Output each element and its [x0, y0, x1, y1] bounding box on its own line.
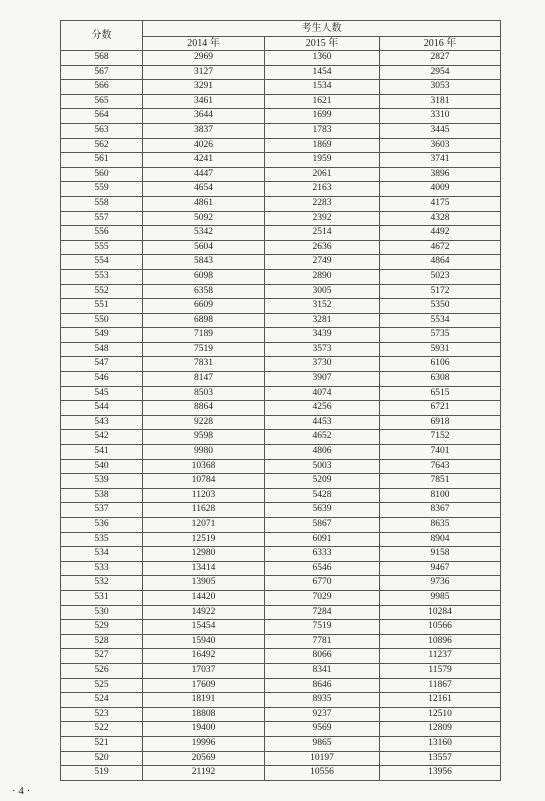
count-2016-cell: 9736 [380, 576, 501, 591]
count-2016-cell: 4864 [380, 255, 501, 270]
table-row [61, 167, 501, 182]
count-2016-cell: 8100 [380, 488, 501, 503]
score-cell: 548 [61, 342, 143, 357]
count-2015-cell: 2636 [265, 240, 380, 255]
count-2016-cell: 3181 [380, 94, 501, 109]
score-cell: 567 [61, 65, 143, 80]
score-cell: 536 [61, 518, 143, 533]
table-row [61, 459, 501, 474]
table-row [61, 532, 501, 547]
score-cell: 552 [61, 284, 143, 299]
table-row [61, 328, 501, 343]
count-2014-cell: 8503 [143, 386, 265, 401]
score-cell: 526 [61, 663, 143, 678]
count-2016-cell: 8635 [380, 518, 501, 533]
count-2016-cell: 11867 [380, 678, 501, 693]
table-row [61, 226, 501, 241]
count-2016-cell: 3741 [380, 153, 501, 168]
score-cell: 523 [61, 707, 143, 722]
count-2016-cell: 7401 [380, 445, 501, 460]
count-2016-cell: 9985 [380, 590, 501, 605]
score-cell: 521 [61, 736, 143, 751]
count-2014-cell: 19400 [143, 722, 265, 737]
table-row [61, 299, 501, 314]
table-row [61, 663, 501, 678]
score-cell: 529 [61, 620, 143, 635]
count-2014-cell: 9980 [143, 445, 265, 460]
count-2015-cell: 8066 [265, 649, 380, 664]
count-2016-cell: 11237 [380, 649, 501, 664]
table-row [61, 284, 501, 299]
count-2016-cell: 6106 [380, 357, 501, 372]
count-2016-cell: 12809 [380, 722, 501, 737]
table-row [61, 123, 501, 138]
table-row [61, 153, 501, 168]
count-2015-cell: 2061 [265, 167, 380, 182]
count-2015-cell: 5428 [265, 488, 380, 503]
score-cell: 546 [61, 372, 143, 387]
count-2015-cell: 4453 [265, 415, 380, 430]
table-row [61, 547, 501, 562]
header-year-2014: 2014 年 [143, 37, 265, 51]
table-row [61, 751, 501, 766]
table-row [61, 474, 501, 489]
table-row [61, 313, 501, 328]
table-row [61, 240, 501, 255]
table-row [61, 401, 501, 416]
count-2015-cell: 6333 [265, 547, 380, 562]
score-cell: 524 [61, 693, 143, 708]
count-2016-cell: 5350 [380, 299, 501, 314]
count-2014-cell: 6358 [143, 284, 265, 299]
score-cell: 566 [61, 80, 143, 95]
table-row [61, 722, 501, 737]
count-2014-cell: 19996 [143, 736, 265, 751]
count-2016-cell: 3896 [380, 167, 501, 182]
count-2014-cell: 12980 [143, 547, 265, 562]
count-2015-cell: 3573 [265, 342, 380, 357]
count-2016-cell: 13956 [380, 766, 501, 781]
count-2015-cell: 5867 [265, 518, 380, 533]
score-cell: 519 [61, 766, 143, 781]
count-2014-cell: 6609 [143, 299, 265, 314]
count-2014-cell: 14420 [143, 590, 265, 605]
score-cell: 563 [61, 123, 143, 138]
score-cell: 549 [61, 328, 143, 343]
count-2015-cell: 5639 [265, 503, 380, 518]
score-cell: 561 [61, 153, 143, 168]
count-2015-cell: 4256 [265, 401, 380, 416]
count-2014-cell: 9598 [143, 430, 265, 445]
table-row [61, 357, 501, 372]
count-2014-cell: 15940 [143, 634, 265, 649]
count-2016-cell: 6918 [380, 415, 501, 430]
table-row [61, 109, 501, 124]
count-2016-cell: 5172 [380, 284, 501, 299]
count-2016-cell: 3053 [380, 80, 501, 95]
count-2016-cell: 9158 [380, 547, 501, 562]
count-2016-cell: 4492 [380, 226, 501, 241]
count-2016-cell: 13557 [380, 751, 501, 766]
count-2014-cell: 10368 [143, 459, 265, 474]
count-2016-cell: 13160 [380, 736, 501, 751]
score-cell: 522 [61, 722, 143, 737]
count-2015-cell: 1534 [265, 80, 380, 95]
count-2014-cell: 18191 [143, 693, 265, 708]
count-2015-cell: 1454 [265, 65, 380, 80]
count-2015-cell: 8935 [265, 693, 380, 708]
table-row [61, 561, 501, 576]
score-cell: 564 [61, 109, 143, 124]
table-row [61, 488, 501, 503]
count-2016-cell: 7643 [380, 459, 501, 474]
count-2015-cell: 2749 [265, 255, 380, 270]
table-row [61, 678, 501, 693]
count-2014-cell: 12519 [143, 532, 265, 547]
count-2015-cell: 6091 [265, 532, 380, 547]
score-cell: 538 [61, 488, 143, 503]
table-row [61, 269, 501, 284]
score-cell: 540 [61, 459, 143, 474]
count-2016-cell: 6515 [380, 386, 501, 401]
count-2015-cell: 2392 [265, 211, 380, 226]
count-2015-cell: 4652 [265, 430, 380, 445]
count-2016-cell: 10284 [380, 605, 501, 620]
count-2014-cell: 11203 [143, 488, 265, 503]
count-2014-cell: 11628 [143, 503, 265, 518]
score-cell: 527 [61, 649, 143, 664]
count-2014-cell: 3291 [143, 80, 265, 95]
count-2016-cell: 4175 [380, 196, 501, 211]
count-2015-cell: 10556 [265, 766, 380, 781]
score-cell: 535 [61, 532, 143, 547]
count-2014-cell: 21192 [143, 766, 265, 781]
count-2015-cell: 9237 [265, 707, 380, 722]
score-cell: 544 [61, 401, 143, 416]
count-2015-cell: 9865 [265, 736, 380, 751]
score-cell: 562 [61, 138, 143, 153]
count-2015-cell: 5209 [265, 474, 380, 489]
score-cell: 560 [61, 167, 143, 182]
count-2016-cell: 9467 [380, 561, 501, 576]
score-cell: 531 [61, 590, 143, 605]
count-2014-cell: 4654 [143, 182, 265, 197]
score-cell: 557 [61, 211, 143, 226]
count-2014-cell: 4026 [143, 138, 265, 153]
count-2015-cell: 1959 [265, 153, 380, 168]
count-2014-cell: 8864 [143, 401, 265, 416]
count-2014-cell: 5342 [143, 226, 265, 241]
count-2016-cell: 6721 [380, 401, 501, 416]
count-2014-cell: 8147 [143, 372, 265, 387]
table-row [61, 590, 501, 605]
header-year-2015: 2015 年 [265, 37, 380, 51]
score-cell: 539 [61, 474, 143, 489]
score-cell: 541 [61, 445, 143, 460]
count-2014-cell: 12071 [143, 518, 265, 533]
table-header [61, 21, 501, 51]
count-2015-cell: 1869 [265, 138, 380, 153]
table-row [61, 503, 501, 518]
table-row [61, 605, 501, 620]
count-2016-cell: 3310 [380, 109, 501, 124]
count-2016-cell: 5735 [380, 328, 501, 343]
score-cell: 532 [61, 576, 143, 591]
count-2015-cell: 2890 [265, 269, 380, 284]
count-2015-cell: 1699 [265, 109, 380, 124]
count-2016-cell: 4672 [380, 240, 501, 255]
score-cell: 534 [61, 547, 143, 562]
count-2016-cell: 5023 [380, 269, 501, 284]
count-2014-cell: 13414 [143, 561, 265, 576]
count-2016-cell: 11579 [380, 663, 501, 678]
table-row [61, 707, 501, 722]
count-2014-cell: 7189 [143, 328, 265, 343]
count-2014-cell: 16492 [143, 649, 265, 664]
count-2015-cell: 2514 [265, 226, 380, 241]
score-cell: 553 [61, 269, 143, 284]
count-2015-cell: 3730 [265, 357, 380, 372]
count-2015-cell: 4074 [265, 386, 380, 401]
table-row [61, 182, 501, 197]
count-2014-cell: 3644 [143, 109, 265, 124]
count-2014-cell: 17609 [143, 678, 265, 693]
score-cell: 547 [61, 357, 143, 372]
page-number: · 4 · [12, 785, 31, 797]
table-row [61, 342, 501, 357]
count-2014-cell: 4241 [143, 153, 265, 168]
table-body [61, 51, 501, 781]
count-2015-cell: 1360 [265, 51, 380, 66]
count-2015-cell: 6546 [265, 561, 380, 576]
count-2014-cell: 14922 [143, 605, 265, 620]
count-2015-cell: 3907 [265, 372, 380, 387]
count-2015-cell: 7519 [265, 620, 380, 635]
table-row [61, 138, 501, 153]
score-cell: 568 [61, 51, 143, 66]
count-2016-cell: 2827 [380, 51, 501, 66]
count-2014-cell: 20569 [143, 751, 265, 766]
count-2014-cell: 7519 [143, 342, 265, 357]
count-2015-cell: 3439 [265, 328, 380, 343]
table-row [61, 649, 501, 664]
count-2014-cell: 4447 [143, 167, 265, 182]
count-2016-cell: 7851 [380, 474, 501, 489]
count-2014-cell: 3127 [143, 65, 265, 80]
table-row [61, 445, 501, 460]
count-2015-cell: 3281 [265, 313, 380, 328]
count-2014-cell: 4861 [143, 196, 265, 211]
score-cell: 528 [61, 634, 143, 649]
count-2016-cell: 2954 [380, 65, 501, 80]
count-2016-cell: 5534 [380, 313, 501, 328]
score-cell: 520 [61, 751, 143, 766]
score-cell: 559 [61, 182, 143, 197]
header-score: 分数 [61, 21, 143, 51]
table-row [61, 94, 501, 109]
count-2016-cell: 12161 [380, 693, 501, 708]
count-2014-cell: 5604 [143, 240, 265, 255]
count-2015-cell: 8646 [265, 678, 380, 693]
count-2016-cell: 4328 [380, 211, 501, 226]
count-2016-cell: 8367 [380, 503, 501, 518]
count-2014-cell: 6898 [143, 313, 265, 328]
count-2014-cell: 3461 [143, 94, 265, 109]
count-2014-cell: 3837 [143, 123, 265, 138]
count-2015-cell: 1621 [265, 94, 380, 109]
score-cell: 555 [61, 240, 143, 255]
count-2014-cell: 9228 [143, 415, 265, 430]
table-row [61, 196, 501, 211]
table-row [61, 736, 501, 751]
score-cell: 558 [61, 196, 143, 211]
count-2016-cell: 3445 [380, 123, 501, 138]
score-cell: 551 [61, 299, 143, 314]
count-2016-cell: 8904 [380, 532, 501, 547]
score-cell: 556 [61, 226, 143, 241]
table-row [61, 430, 501, 445]
count-2015-cell: 6770 [265, 576, 380, 591]
count-2015-cell: 9569 [265, 722, 380, 737]
score-cell: 542 [61, 430, 143, 445]
score-cell: 525 [61, 678, 143, 693]
score-cell: 545 [61, 386, 143, 401]
table-row [61, 415, 501, 430]
header-year-2016: 2016 年 [380, 37, 501, 51]
count-2015-cell: 8341 [265, 663, 380, 678]
count-2016-cell: 12510 [380, 707, 501, 722]
table-row [61, 634, 501, 649]
table-row [61, 518, 501, 533]
count-2014-cell: 5092 [143, 211, 265, 226]
table-row [61, 80, 501, 95]
count-2015-cell: 3005 [265, 284, 380, 299]
score-cell: 554 [61, 255, 143, 270]
count-2016-cell: 7152 [380, 430, 501, 445]
count-2014-cell: 10784 [143, 474, 265, 489]
count-2014-cell: 7831 [143, 357, 265, 372]
score-cell: 530 [61, 605, 143, 620]
score-cell: 543 [61, 415, 143, 430]
score-cell: 550 [61, 313, 143, 328]
count-2015-cell: 2283 [265, 196, 380, 211]
score-cell: 565 [61, 94, 143, 109]
count-2014-cell: 15454 [143, 620, 265, 635]
count-2015-cell: 7781 [265, 634, 380, 649]
count-2016-cell: 3603 [380, 138, 501, 153]
count-2015-cell: 5003 [265, 459, 380, 474]
count-2014-cell: 13905 [143, 576, 265, 591]
count-2015-cell: 2163 [265, 182, 380, 197]
count-2015-cell: 10197 [265, 751, 380, 766]
count-2016-cell: 5931 [380, 342, 501, 357]
table-row [61, 51, 501, 66]
count-2014-cell: 2969 [143, 51, 265, 66]
table-row [61, 211, 501, 226]
count-2014-cell: 6098 [143, 269, 265, 284]
count-2015-cell: 7029 [265, 590, 380, 605]
score-cell: 537 [61, 503, 143, 518]
count-2014-cell: 18808 [143, 707, 265, 722]
count-2014-cell: 17037 [143, 663, 265, 678]
count-2015-cell: 1783 [265, 123, 380, 138]
count-2015-cell: 4806 [265, 445, 380, 460]
count-2016-cell: 10566 [380, 620, 501, 635]
table-row [61, 620, 501, 635]
table-row [61, 576, 501, 591]
count-2016-cell: 4009 [380, 182, 501, 197]
table-row [61, 766, 501, 781]
header-candidate-count: 考生人数 [143, 21, 501, 37]
table-row [61, 386, 501, 401]
table-row [61, 693, 501, 708]
table-row [61, 372, 501, 387]
count-2015-cell: 3152 [265, 299, 380, 314]
count-2016-cell: 10896 [380, 634, 501, 649]
table-row [61, 65, 501, 80]
count-2015-cell: 7284 [265, 605, 380, 620]
count-2016-cell: 6308 [380, 372, 501, 387]
count-2014-cell: 5843 [143, 255, 265, 270]
score-distribution-table [60, 20, 501, 781]
table-row [61, 255, 501, 270]
score-cell: 533 [61, 561, 143, 576]
